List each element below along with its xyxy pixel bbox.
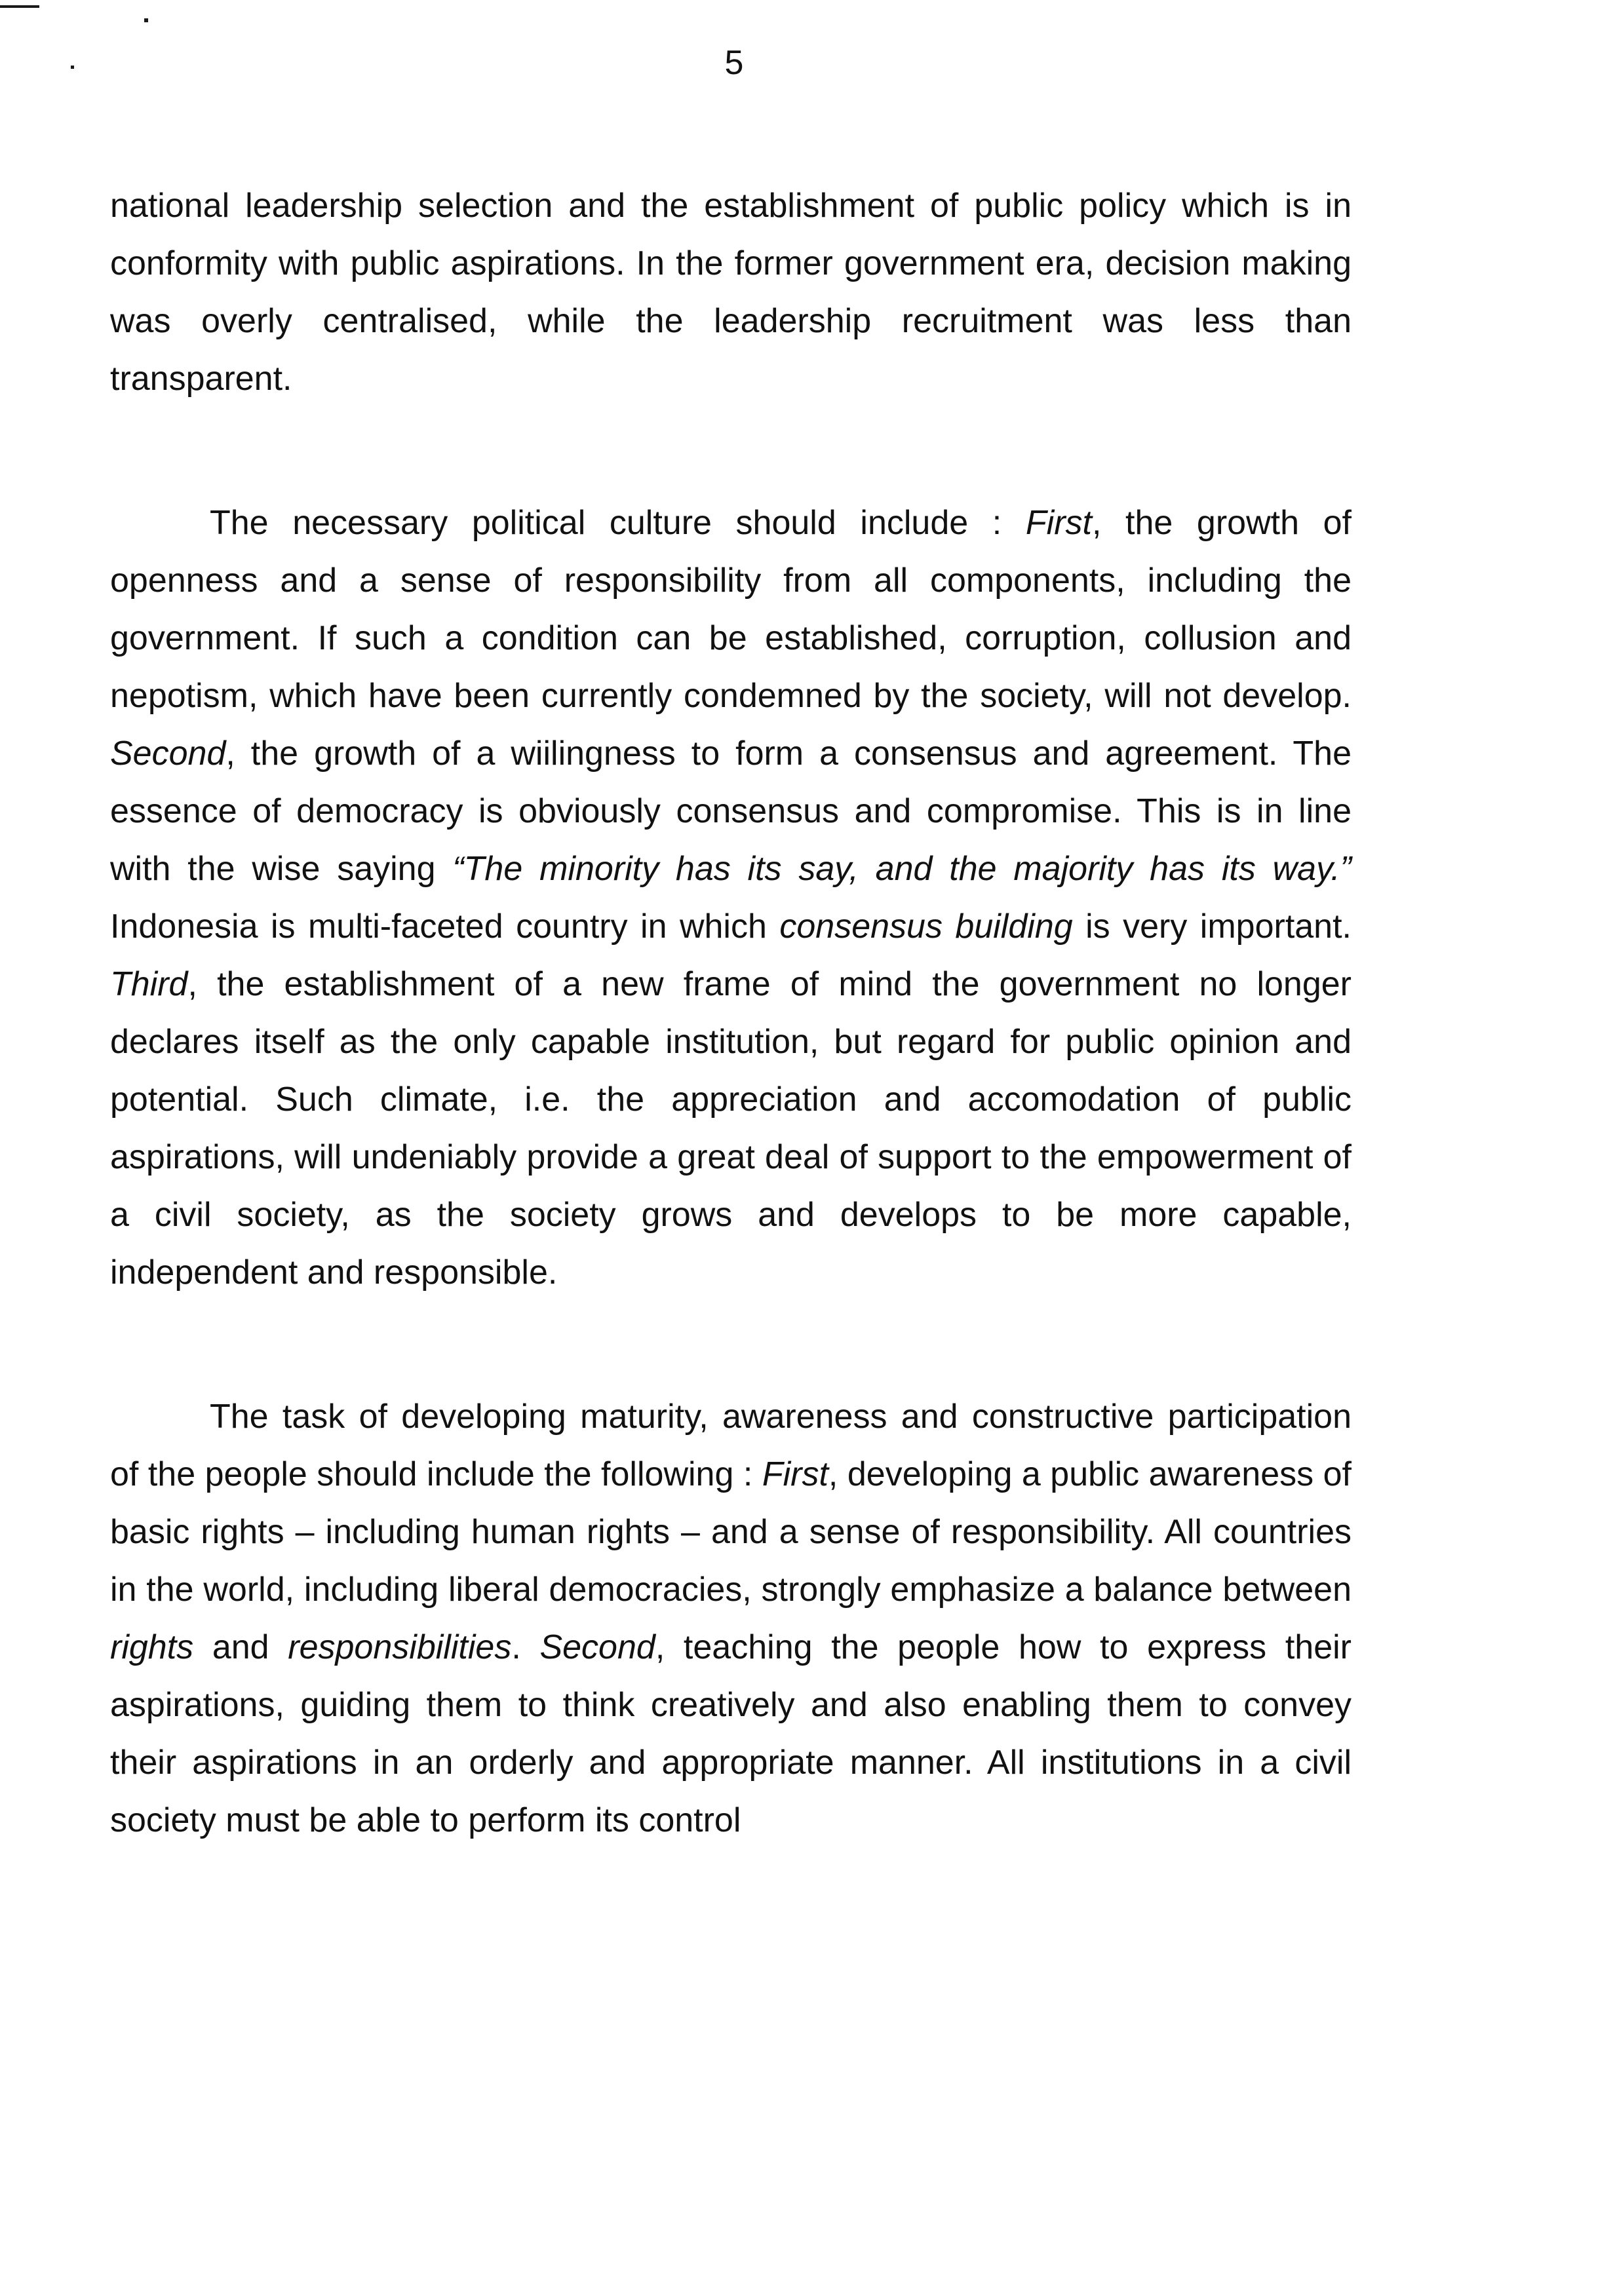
italic-text: Second [539,1628,655,1666]
body-text: , the growth of openness and a sense of responsibility from all components, including the government. If such a condition can be established, corruption, collusion and nepotism, which have been currently condemned by the society, will not develop. [110,504,1352,715]
page-number: 5 [724,44,744,82]
body-text: , teaching the people how to express their aspirations, guiding them to think creatively and also enabling them to convey their aspirations in an orderly and appropriate manner. All institutions in a civil society must be able to perform its control [110,1628,1352,1839]
body-text: is very important. [1072,908,1352,946]
paragraph [110,177,1352,408]
italic-text: First [762,1455,828,1493]
body-text: Indonesia is multi-faceted country in which [110,908,780,946]
body-text: The necessary political culture should include : [210,504,1026,542]
italic-text: consensus building [779,908,1073,946]
body-text: , the growth of a wiilingness to form a consensus and agreement. The essence of democracy is obviously consensus and compromise. This is in line with the wise saying [110,735,1352,888]
italic-text: responsibilities [288,1628,512,1666]
italic-text: Second [110,735,226,773]
body-text: national leadership selection and the establishment of public policy which is in conformity with public aspirations. In the former government era, decision making was overly centralised, while the leadership recruitment was less than transparent. [110,187,1352,398]
italic-text: rights [110,1628,194,1666]
italic-text: Third [110,965,188,1003]
body-text: , the establishment of a new frame of mind the government no longer declares itself as the only capable institution, but regard for public opinion and potential. Such climate, i.e. the appreciation and accomodation of public aspirations, will undeniably provide a great deal of support to the empowerment of a civil society, as the society grows and develops to be more capable, independent and responsible. [110,965,1352,1292]
paragraph [110,494,1352,1301]
scan-artifact [0,5,39,8]
body-text: . [511,1628,540,1666]
body-text: , developing a public awareness of basic rights – including human rights – and a sense of responsibility. All countries in the world, including liberal democracies, strongly emphasize a balance between [110,1455,1352,1609]
document-body [110,177,1352,1936]
italic-text: “The minority has its say, and the majority has its way.” [452,850,1352,888]
italic-text: First [1025,504,1092,542]
scan-artifact [144,18,148,22]
body-text: The task of developing maturity, awareness and constructive participation of the people should include the following : [110,1398,1352,1493]
paragraph [110,1388,1352,1849]
body-text: and [193,1628,288,1666]
